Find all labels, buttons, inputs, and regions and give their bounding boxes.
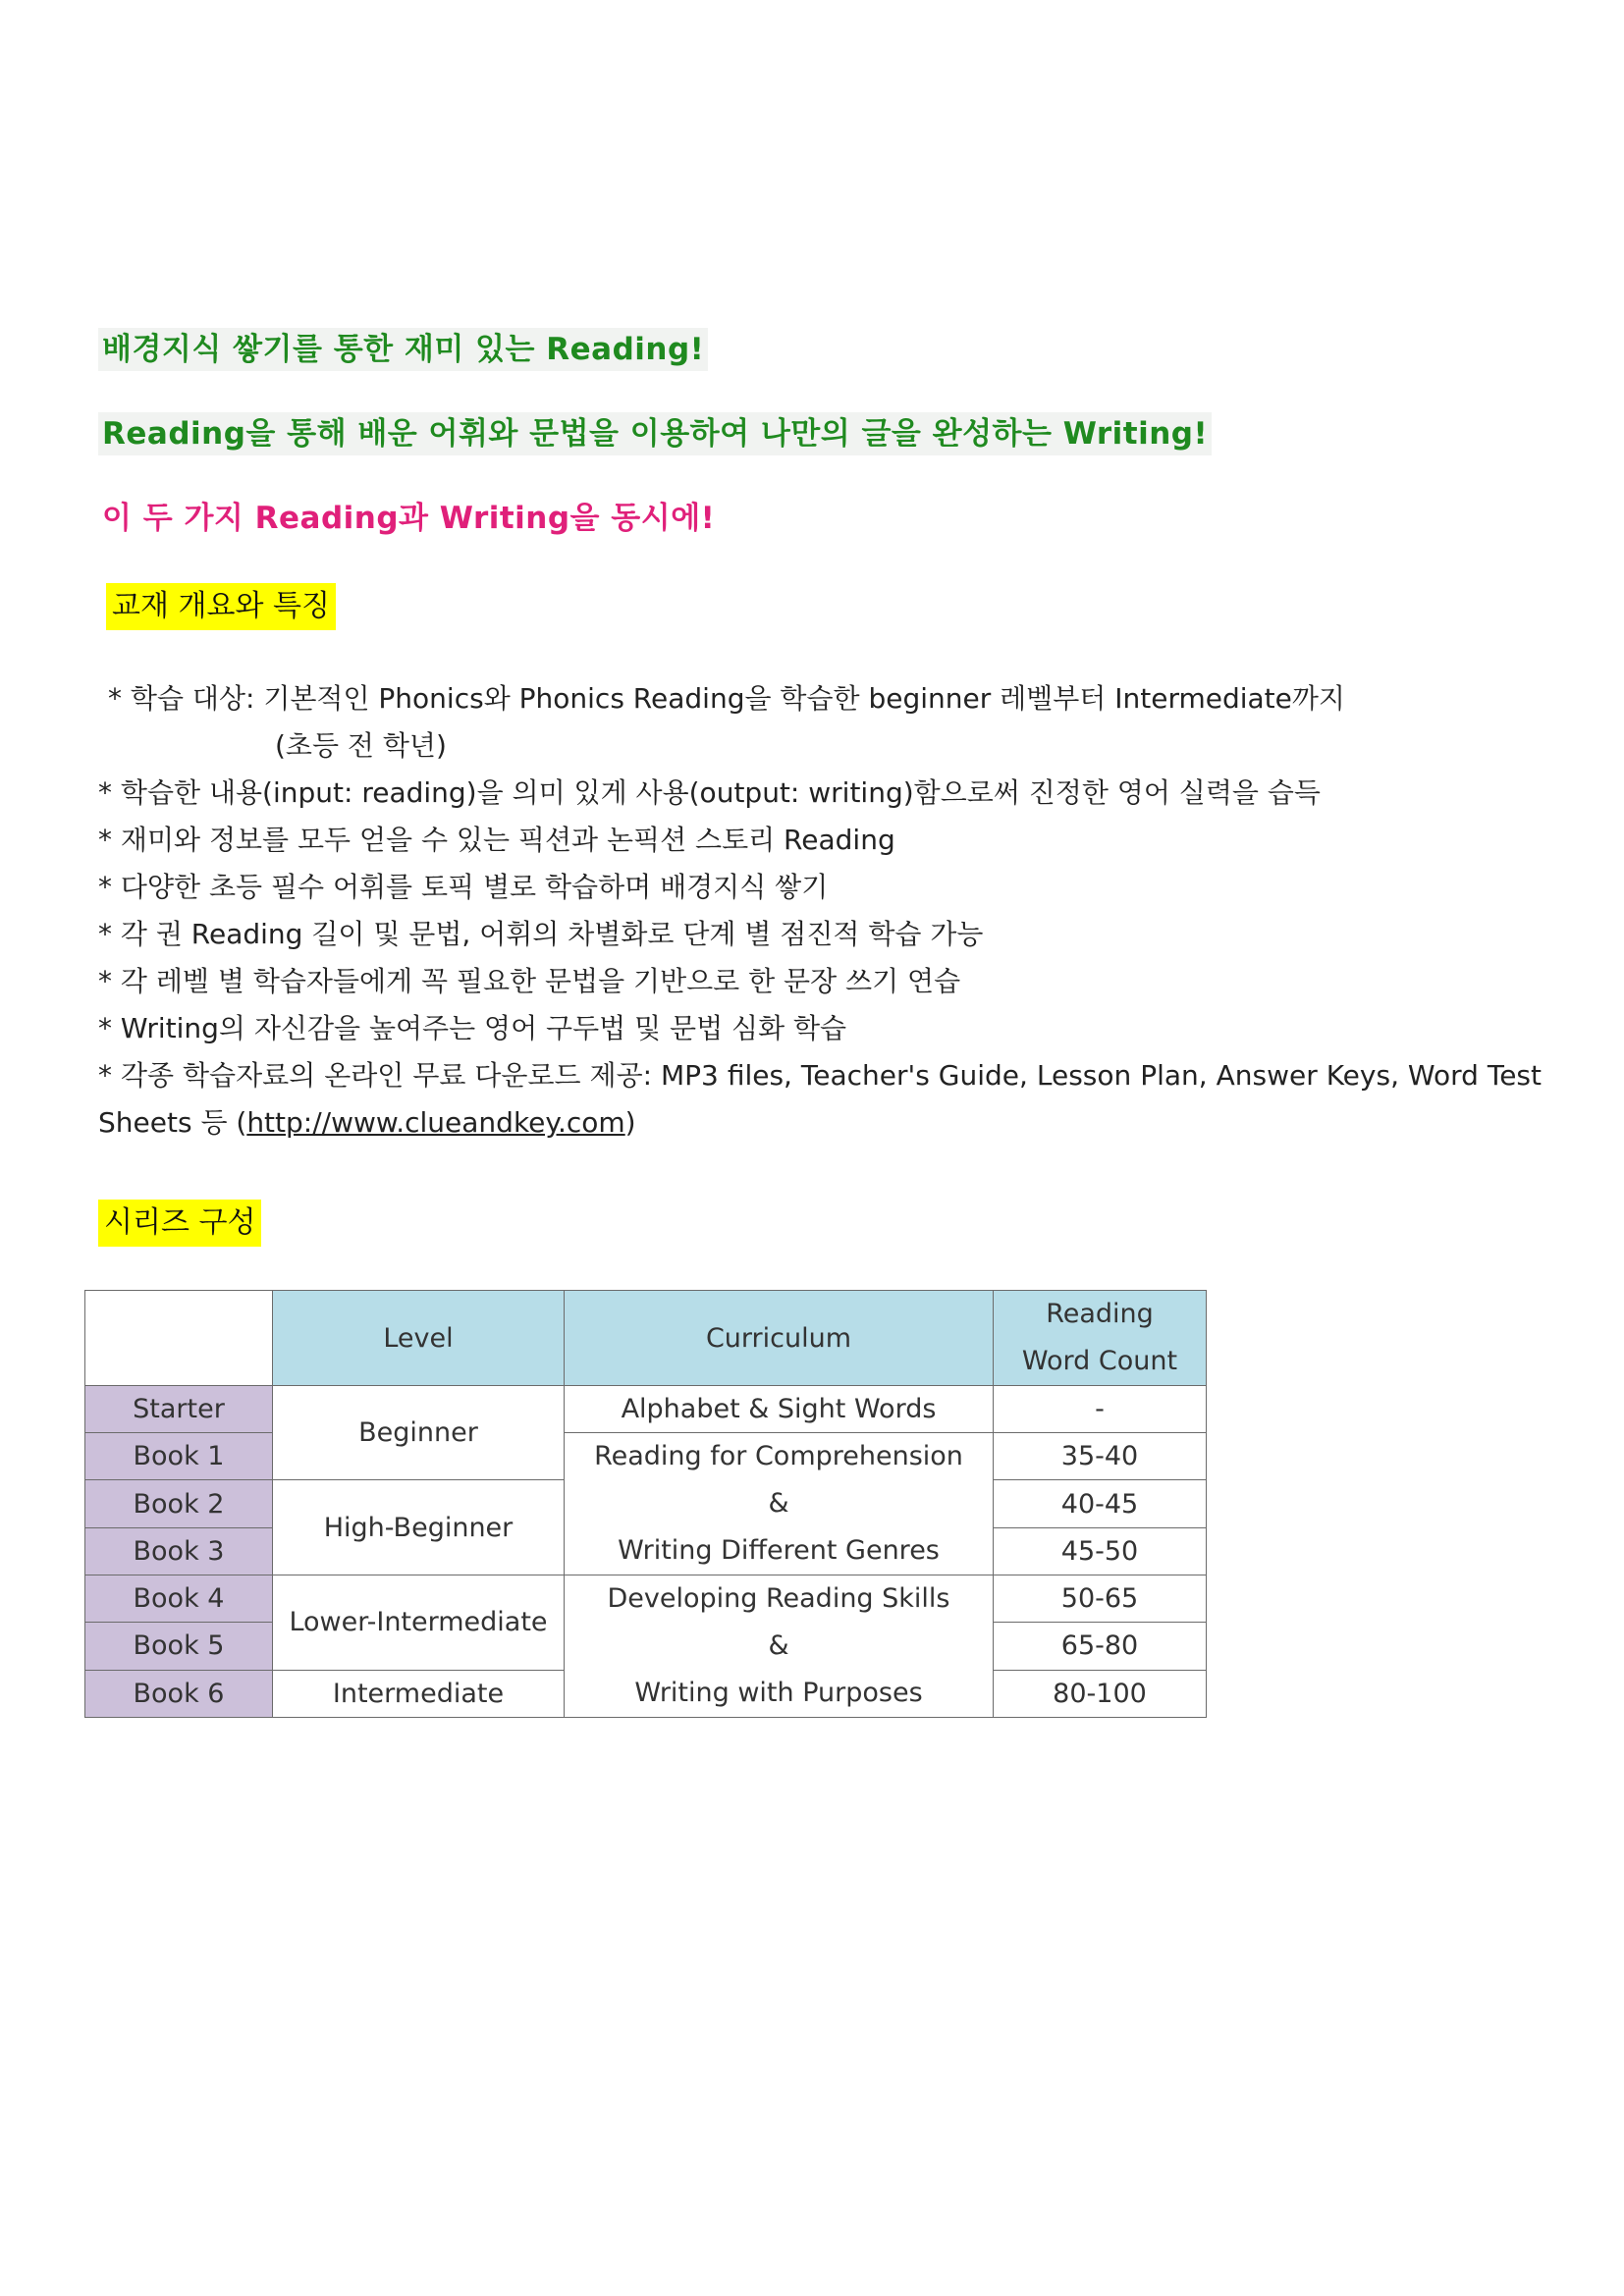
- book-cell: Book 3: [85, 1528, 273, 1575]
- feature-item: * 다양한 초등 필수 어휘를 토픽 별로 학습하며 배경지식 쌓기: [98, 871, 829, 903]
- website-link[interactable]: http://www.clueandkey.com: [246, 1106, 625, 1139]
- level-cell: High-Beginner: [273, 1480, 565, 1575]
- word-count-cell: 65-80: [994, 1623, 1207, 1670]
- book-cell: Book 2: [85, 1480, 273, 1528]
- feature-item: * 학습 대상: 기본적인 Phonics와 Phonics Reading을 학습한 beginner 레벨부터 Intermediate까지: [108, 682, 1345, 715]
- series-table: [84, 1290, 1207, 1718]
- curriculum-line: Developing Reading Skills: [607, 1583, 950, 1614]
- feature-item: * 각 레벨 별 학습자들에게 꼭 필요한 문법을 기반으로 한 문장 쓰기 연습: [98, 965, 961, 997]
- feature-item: * 학습한 내용(input: reading)을 의미 있게 사용(output: writing)함으로써 진정한 영어 실력을 습득: [98, 776, 1321, 809]
- feature-item-continuation: (초등 전 학년): [275, 729, 447, 762]
- curriculum-line: &: [768, 1630, 789, 1661]
- feature-list: [98, 675, 1542, 1147]
- curriculum-line: Reading for Comprehension: [594, 1441, 963, 1471]
- headline-both: 이 두 가지 Reading과 Writing을 동시에!: [102, 501, 716, 536]
- downloads-close: ): [624, 1106, 636, 1139]
- curriculum-line: Writing with Purposes: [634, 1678, 923, 1708]
- word-count-cell: 80-100: [994, 1670, 1207, 1717]
- level-cell: Intermediate: [273, 1670, 565, 1717]
- curriculum-line: Writing Different Genres: [618, 1535, 940, 1566]
- curriculum-cell: [565, 1575, 994, 1718]
- word-count-cell: 40-45: [994, 1480, 1207, 1528]
- feature-item: * 재미와 정보를 모두 얻을 수 있는 픽션과 논픽션 스토리 Reading: [98, 824, 895, 856]
- table-header-row: [85, 1291, 1207, 1386]
- header-word-count-line1: Reading: [1046, 1299, 1154, 1329]
- headline-writing: Reading을 통해 배운 어휘와 문법을 이용하여 나만의 글을 완성하는 Writing!: [98, 412, 1212, 455]
- book-cell: Starter: [85, 1386, 273, 1433]
- book-cell: Book 5: [85, 1623, 273, 1670]
- level-cell: Beginner: [273, 1386, 565, 1480]
- feature-item-downloads: [98, 1052, 1542, 1147]
- word-count-cell: 45-50: [994, 1528, 1207, 1575]
- word-count-cell: -: [994, 1386, 1207, 1433]
- header-level: Level: [273, 1291, 565, 1386]
- feature-item: * Writing의 자신감을 높여주는 영어 구두법 및 문법 심화 학습: [98, 1012, 847, 1044]
- curriculum-cell: Alphabet & Sight Words: [565, 1386, 994, 1433]
- header-curriculum: Curriculum: [565, 1291, 994, 1386]
- downloads-text: * 각종 학습자료의 온라인 무료 다운로드 제공: MP3 files, Teacher's Guide, Lesson Plan, Answer Keys, Word Test Sheets 등 (: [98, 1059, 1542, 1139]
- curriculum-cell: [565, 1433, 994, 1575]
- book-cell: Book 6: [85, 1670, 273, 1717]
- header-word-count-line2: Word Count: [1021, 1346, 1178, 1376]
- table-row: [85, 1575, 1207, 1623]
- header-word-count: [994, 1291, 1207, 1386]
- word-count-cell: 35-40: [994, 1433, 1207, 1480]
- word-count-cell: 50-65: [994, 1575, 1207, 1623]
- table-row: [85, 1433, 1207, 1480]
- section-title-series: 시리즈 구성: [98, 1200, 261, 1247]
- level-cell: Lower-Intermediate: [273, 1575, 565, 1671]
- header-blank-cell: [85, 1291, 273, 1386]
- book-cell: Book 4: [85, 1575, 273, 1623]
- headline-reading: 배경지식 쌓기를 통한 재미 있는 Reading!: [98, 328, 708, 371]
- feature-item: * 각 권 Reading 길이 및 문법, 어휘의 차별화로 단계 별 점진적 학습 가능: [98, 918, 984, 950]
- curriculum-line: &: [768, 1488, 789, 1519]
- table-row: [85, 1386, 1207, 1433]
- book-cell: Book 1: [85, 1433, 273, 1480]
- section-title-overview: 교재 개요와 특징: [106, 583, 336, 630]
